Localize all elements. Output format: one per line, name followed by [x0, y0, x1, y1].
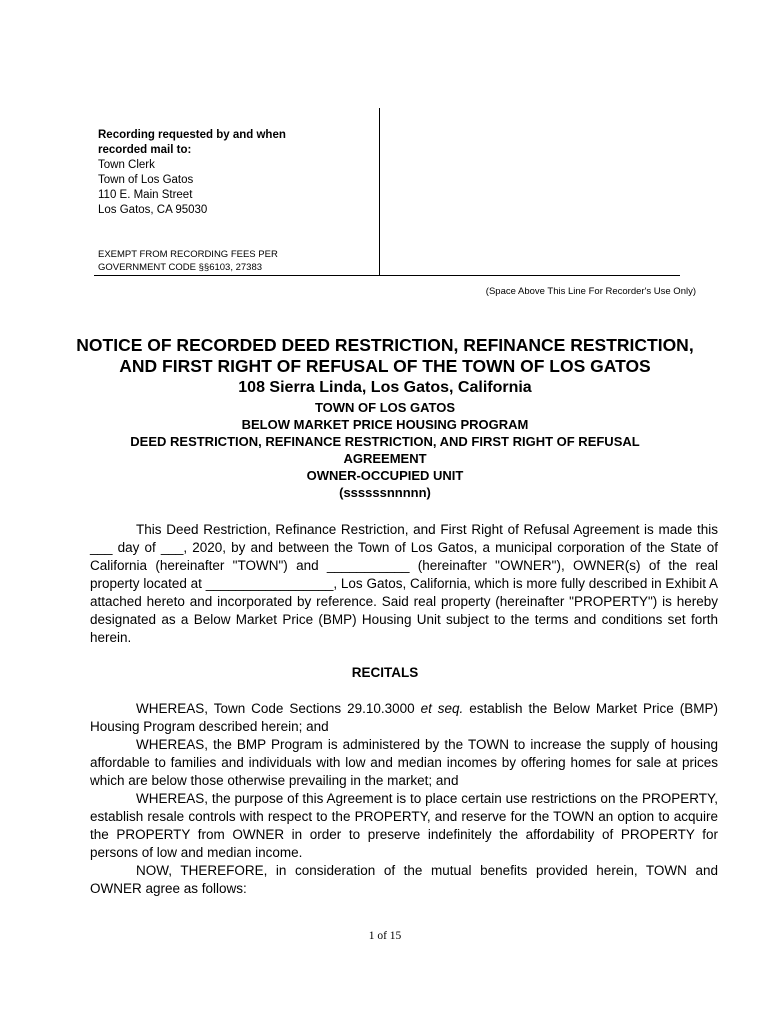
- intro-text: This Deed Restriction, Refinance Restriction, and First Right of Refusal Agreement is made this ___ day of ___, 2020, by and between the Town of Los Gatos, a municipal corporation of the State of California (hereinafter "TOWN") and ___________ (hereinafter "OWNER"), OWNER(s) of the real property located at _________________, Los Gatos, California, which is more fully described in Exhibit A attached hereto and incorporated by reference. Said real property (hereinafter "PROPERTY") is hereby designated as a Below Market Price (BMP) Housing Unit subject to the terms and conditions set forth herein.: [90, 522, 718, 645]
- subtitle-line: DEED RESTRICTION, REFINANCE RESTRICTION, AND FIRST RIGHT OF REFUSAL: [130, 434, 640, 449]
- property-address: 108 Sierra Linda, Los Gatos, California: [238, 379, 532, 396]
- title-line-2: AND FIRST RIGHT OF REFUSAL OF THE TOWN OF LOS GATOS: [119, 356, 651, 376]
- recitals-heading: RECITALS: [351, 665, 419, 680]
- recording-heading-2: recorded mail to:: [98, 144, 192, 156]
- exempt-notice: [98, 249, 278, 274]
- subtitle-line: TOWN OF LOS GATOS: [314, 400, 456, 415]
- intro-paragraph: [90, 521, 718, 647]
- exempt-line-1: EXEMPT FROM RECORDING FEES PER: [98, 249, 278, 260]
- recital-1-italic: et seq.: [420, 701, 464, 716]
- subtitle-line: AGREEMENT: [343, 451, 427, 466]
- recital-paragraph: WHEREAS, the BMP Program is administered by the TOWN to increase the supply of housing affordable to families and individuals with low and median incomes by offering homes for sale at prices which are below those otherwise prevailing in the market; and: [90, 737, 718, 788]
- vertical-divider: [379, 108, 380, 276]
- recital-1-after: establish the Below Market Price (BMP) Housing Program described herein; and: [90, 701, 718, 734]
- recording-block: [98, 128, 286, 218]
- recital-paragraph: [90, 700, 718, 736]
- document-title-block: [60, 335, 710, 501]
- exempt-line-2: GOVERNMENT CODE §§6103, 27383: [98, 261, 263, 273]
- subtitle-line: (ssssssnnnnn): [339, 485, 431, 500]
- title-line-1: NOTICE OF RECORDED DEED RESTRICTION, REFINANCE RESTRICTION,: [76, 335, 694, 355]
- recording-heading-1: Recording requested by and when: [98, 129, 286, 141]
- subtitle-line: OWNER-OCCUPIED UNIT: [306, 468, 464, 483]
- recital-paragraph: NOW, THEREFORE, in consideration of the mutual benefits provided herein, TOWN and OWNER agree as follows:: [90, 863, 718, 896]
- recorder-space-note: (Space Above This Line For Recorder's Use Only): [485, 286, 696, 297]
- horizontal-divider: [94, 275, 680, 276]
- recital-paragraph: WHEREAS, the purpose of this Agreement is to place certain use restrictions on the PROPERTY, establish resale controls with respect to the PROPERTY, and reserve for the TOWN an option to acquire the PROPERTY from OWNER in order to preserve indefinitely the affordability of PROPERTY for persons of low and median income.: [90, 791, 718, 860]
- subtitle-line: BELOW MARKET PRICE HOUSING PROGRAM: [241, 417, 529, 432]
- page-number: 1 of 15: [368, 930, 402, 942]
- recitals-section: [90, 700, 718, 898]
- recital-1-before: WHEREAS, Town Code Sections 29.10.3000: [136, 701, 421, 716]
- recording-line: Town of Los Gatos: [98, 174, 194, 186]
- recording-line: Town Clerk: [98, 159, 155, 171]
- recording-line: 110 E. Main Street: [98, 189, 193, 201]
- recording-line: Los Gatos, CA 95030: [98, 204, 208, 216]
